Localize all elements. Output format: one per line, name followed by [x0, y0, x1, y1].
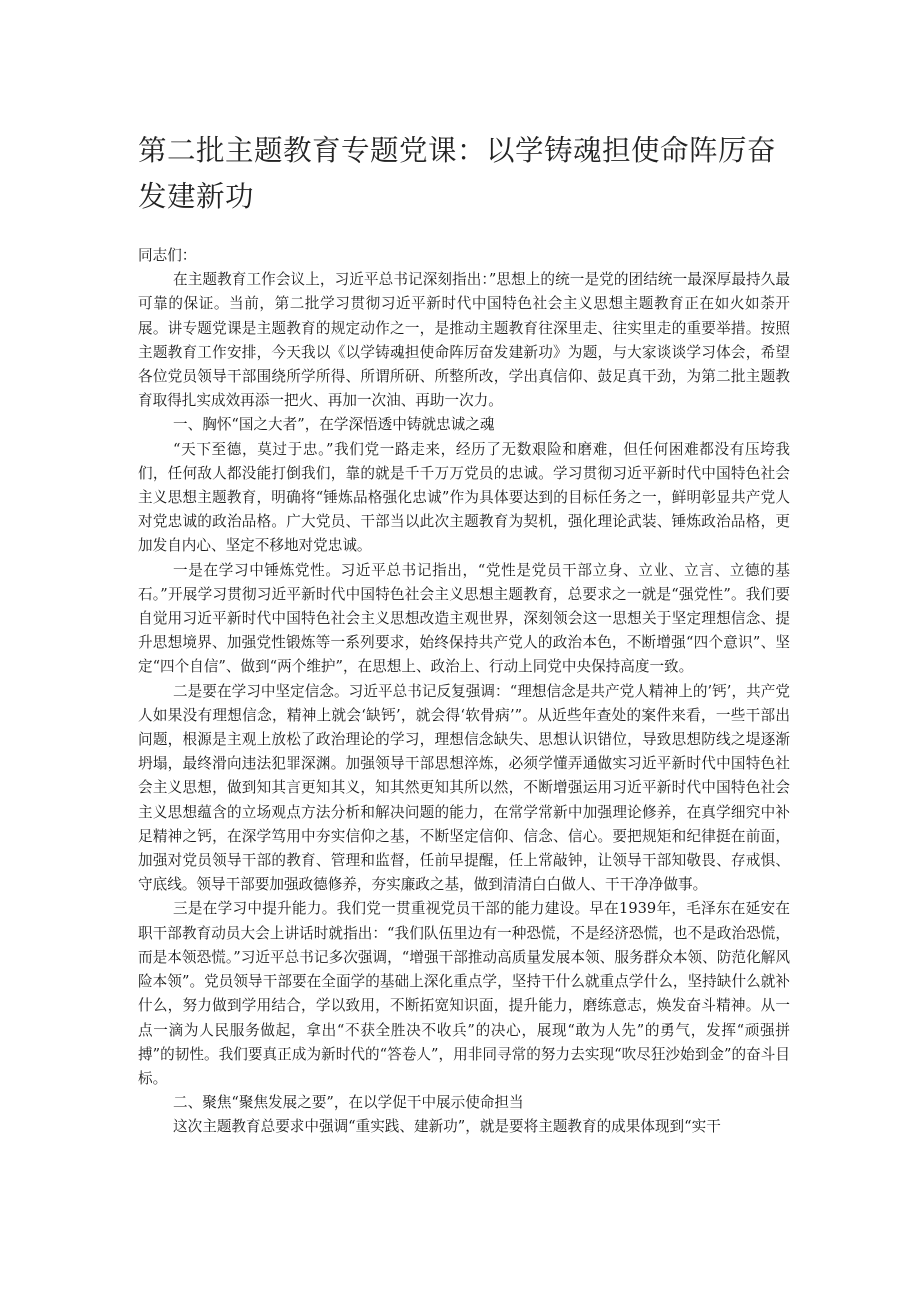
paragraph-intro: 在主题教育工作会议上，习近平总书记深刻指出：”思想上的统一是党的团结统一最深厚最持久最可靠的保证。当前，第二批学习贯彻习近平新时代中国特色社会主义思想主题教育正在如火如荼开展。讲专题党课是主题教育的规定动作之一，是推动主题教育往深里走、往实里走的重要举措。按照主题教育工作安排，今天我以《以学铸魂担使命阵厉奋发建新功》为题，与大家谈谈学习体会，希望各位党员领导干部围绕所学所得、所谓所研、所整所改，学出真信仰、鼓足真干劲，为第二批主题教育取得扎实成效再添一把火、再加一次油、再助一次力。 — [138, 271, 790, 410]
paragraph-party-spirit: 一是在学习中锤炼党性。习近平总书记指出，“党性是党员干部立身、立业、立言、立德的基石。”开展学习贯彻习近平新时代中国特色社会主义思想主题教育，总要求之一就是“强党性”。我们要自觉用习近平新时代中国特色社会主义思想改造主观世界，深刻领会这一思想关于坚定理想信念、提升思想境界、加强党性锻炼等一系列要求，始终保持共产党人的政治本色，不断增强“四个意识”、坚定“四个自信”、做到“两个维护”，在思想上、政治上、行动上同党中央保持高度一致。 — [138, 561, 790, 676]
paragraph-ability: 三是在学习中提升能力。我们党一贯重视党员干部的能力建设。早在1939年，毛泽东在延安在职干部教育动员大会上讲话时就指出：“我们队伍里边有一种恐慌，不是经济恐慌，也不是政治恐慌，而是本领恐慌。”习近平总书记多次强调，“增强干部推动高质量发展本领、服务群众本领、防范化解风险本领”。党员领导干部要在全面学的基础上深化重点学，坚持干什么就重点学什么，坚持缺什么就补什么，努力做到学用结合，学以致用，不断拓宽知识面，提升能力，磨练意志，焕发奋斗精神。从一点一滴为人民服务做起，拿出“不获全胜决不收兵”的决心，展现“敢为人先”的勇气，发挥“顽强拼搏”的韧性。我们要真正成为新时代的“答卷人”，用非同寻常的努力去实现“吹尽狂沙始到金”的奋斗目标。 — [138, 900, 790, 1087]
section-heading-2: 二、聚焦“聚焦发展之要”，在以学促干中展示使命担当 — [173, 1094, 524, 1112]
paragraph-belief: 二是要在学习中坚定信念。习近平总书记反复强调：“理想信念是共产党人精神上的’钙’，共产党人如果没有理想信念，精神上就会‘缺钙’，就会得‘软骨病’”。从近些年查处的案件来看，一些干部出问题，根源是主观上放松了政治理论的学习，理想信念缺失、思想认识错位，导致思想防线之堤逐渐坍塌，最终滑向违法犯罪深渊。加强领导干部思想淬炼，必须学懂弄通做实习近平新时代中国特色社会主义思想，做到知其言更知其义，知其然更知其所以然，不断增强运用习近平新时代中国特色社会主义思想蕴含的立场观点方法分析和解决问题的能力，在常学常新中加强理论修养，在真学细究中补足精神之钙，在深学笃用中夯实信仰之基，不断坚定信仰、信念、信心。要把规矩和纪律挺在前面，加强对党员领导干部的教育、管理和监督，任前早提醒，任上常敲钟，让领导干部知敬畏、存戒惧、守底线。领导干部要加强政德修养，夯实廉政之基，做到清清白白做人、干干净净做事。 — [138, 682, 790, 894]
salutation: 同志们： — [138, 247, 197, 264]
document-body — [138, 244, 790, 1140]
document-title: 第二批主题教育专题党课：以学铸魂担使命阵厉奋发建新功 — [138, 134, 777, 213]
section-heading-1: 一、胸怀“国之大者”，在学深悟透中铸就忠诚之魂 — [173, 416, 495, 434]
paragraph-loyalty: “天下至德，莫过于忠。”我们党一路走来，经历了无数艰险和磨难，但任何困难都没有压垮我们，任何敌人都没能打倒我们，靠的就是千千万万党员的忠诚。学习贯彻习近平新时代中国特色社会主义思想主题教育，明确将“锤炼品格强化忠诚”作为具体要达到的目标任务之一，鲜明彰显共产党人对党忠诚的政治品格。广大党员、干部当以此次主题教育为契机，强化理论武装、锤炼政治品格，更加发自内心、坚定不移地对党忠诚。 — [138, 440, 790, 555]
paragraph-practice: 这次主题教育总要求中强调“重实践、建新功”，就是要将主题教育的成果体现到“实干 — [173, 1118, 721, 1136]
